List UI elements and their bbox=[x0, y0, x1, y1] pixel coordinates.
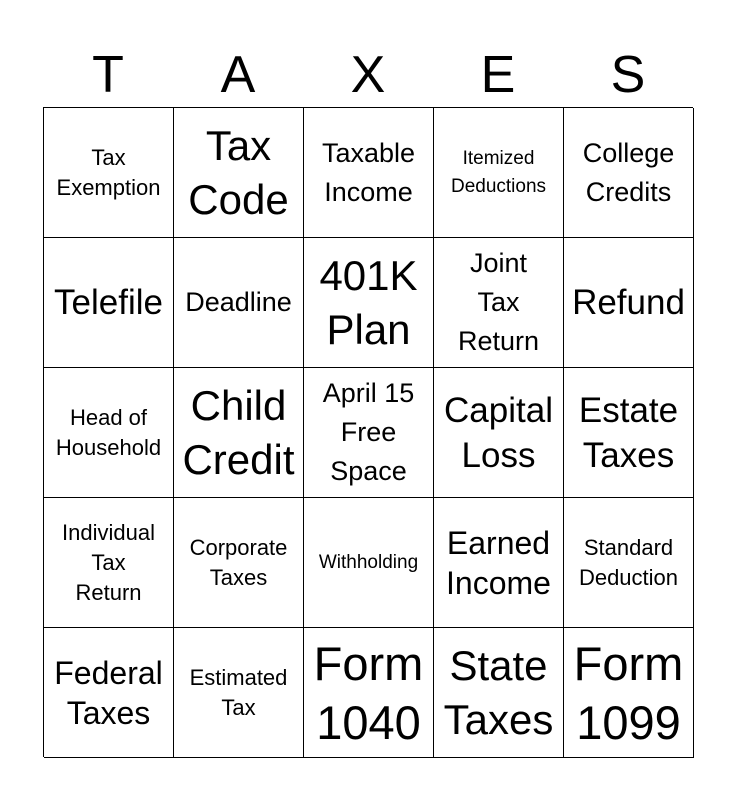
bingo-cell bbox=[44, 368, 174, 498]
bingo-cell bbox=[304, 238, 434, 368]
bingo-cell bbox=[434, 238, 564, 368]
header-letter-x: X bbox=[350, 46, 386, 104]
bingo-cell bbox=[564, 368, 694, 498]
bingo-cell bbox=[174, 498, 304, 628]
bingo-cell bbox=[174, 628, 304, 758]
cell-label: Head of Household bbox=[55, 404, 162, 460]
cell-label: Federal Taxes bbox=[54, 654, 163, 731]
header-letter-e: E bbox=[480, 46, 516, 104]
cell-label: Refund bbox=[572, 283, 685, 322]
cell-label: Joint Tax Return bbox=[457, 248, 540, 356]
cell-label: Standard Deduction bbox=[578, 534, 679, 590]
bingo-cell bbox=[304, 628, 434, 758]
bingo-header bbox=[43, 44, 693, 106]
bingo-cell bbox=[44, 238, 174, 368]
bingo-cell free-space bbox=[304, 368, 434, 498]
cell-label: Estate Taxes bbox=[578, 390, 679, 475]
header-letter-s: S bbox=[610, 46, 646, 104]
cell-label: Child Credit bbox=[182, 381, 295, 483]
bingo-cell bbox=[564, 498, 694, 628]
cell-label: Tax Code bbox=[188, 121, 289, 223]
cell-label: State Taxes bbox=[443, 641, 554, 743]
bingo-cell bbox=[174, 238, 304, 368]
cell-label: 401K Plan bbox=[319, 251, 418, 353]
bingo-grid bbox=[43, 107, 693, 757]
bingo-cell bbox=[304, 498, 434, 628]
cell-label: Corporate Taxes bbox=[189, 534, 288, 590]
bingo-cell bbox=[304, 108, 434, 238]
cell-label: Withholding bbox=[318, 551, 419, 573]
bingo-cell bbox=[174, 368, 304, 498]
header-letter-a: A bbox=[220, 46, 256, 104]
bingo-cell bbox=[564, 628, 694, 758]
cell-label: Form 1040 bbox=[313, 636, 424, 749]
cell-label: Tax Exemption bbox=[56, 144, 161, 200]
cell-label: Telefile bbox=[54, 283, 163, 322]
cell-label: Itemized Deductions bbox=[450, 147, 547, 197]
bingo-cell bbox=[434, 368, 564, 498]
bingo-cell bbox=[434, 498, 564, 628]
header-letter-t: T bbox=[92, 46, 124, 104]
bingo-cell bbox=[564, 108, 694, 238]
cell-label: College Credits bbox=[582, 137, 675, 207]
bingo-cell bbox=[564, 238, 694, 368]
cell-label: Taxable Income bbox=[321, 137, 416, 207]
cell-label: Individual Tax Return bbox=[62, 519, 155, 605]
cell-label: Form 1099 bbox=[573, 636, 684, 749]
cell-label: Estimated Tax bbox=[189, 664, 288, 720]
bingo-cell bbox=[174, 108, 304, 238]
bingo-cell bbox=[44, 108, 174, 238]
bingo-cell bbox=[44, 498, 174, 628]
bingo-cell bbox=[434, 628, 564, 758]
bingo-cell bbox=[44, 628, 174, 758]
cell-label: April 15 Free Space bbox=[322, 378, 415, 486]
bingo-cell bbox=[434, 108, 564, 238]
cell-label: Deadline bbox=[185, 287, 292, 317]
cell-label: Capital Loss bbox=[444, 390, 553, 475]
cell-label: Earned Income bbox=[446, 524, 551, 601]
